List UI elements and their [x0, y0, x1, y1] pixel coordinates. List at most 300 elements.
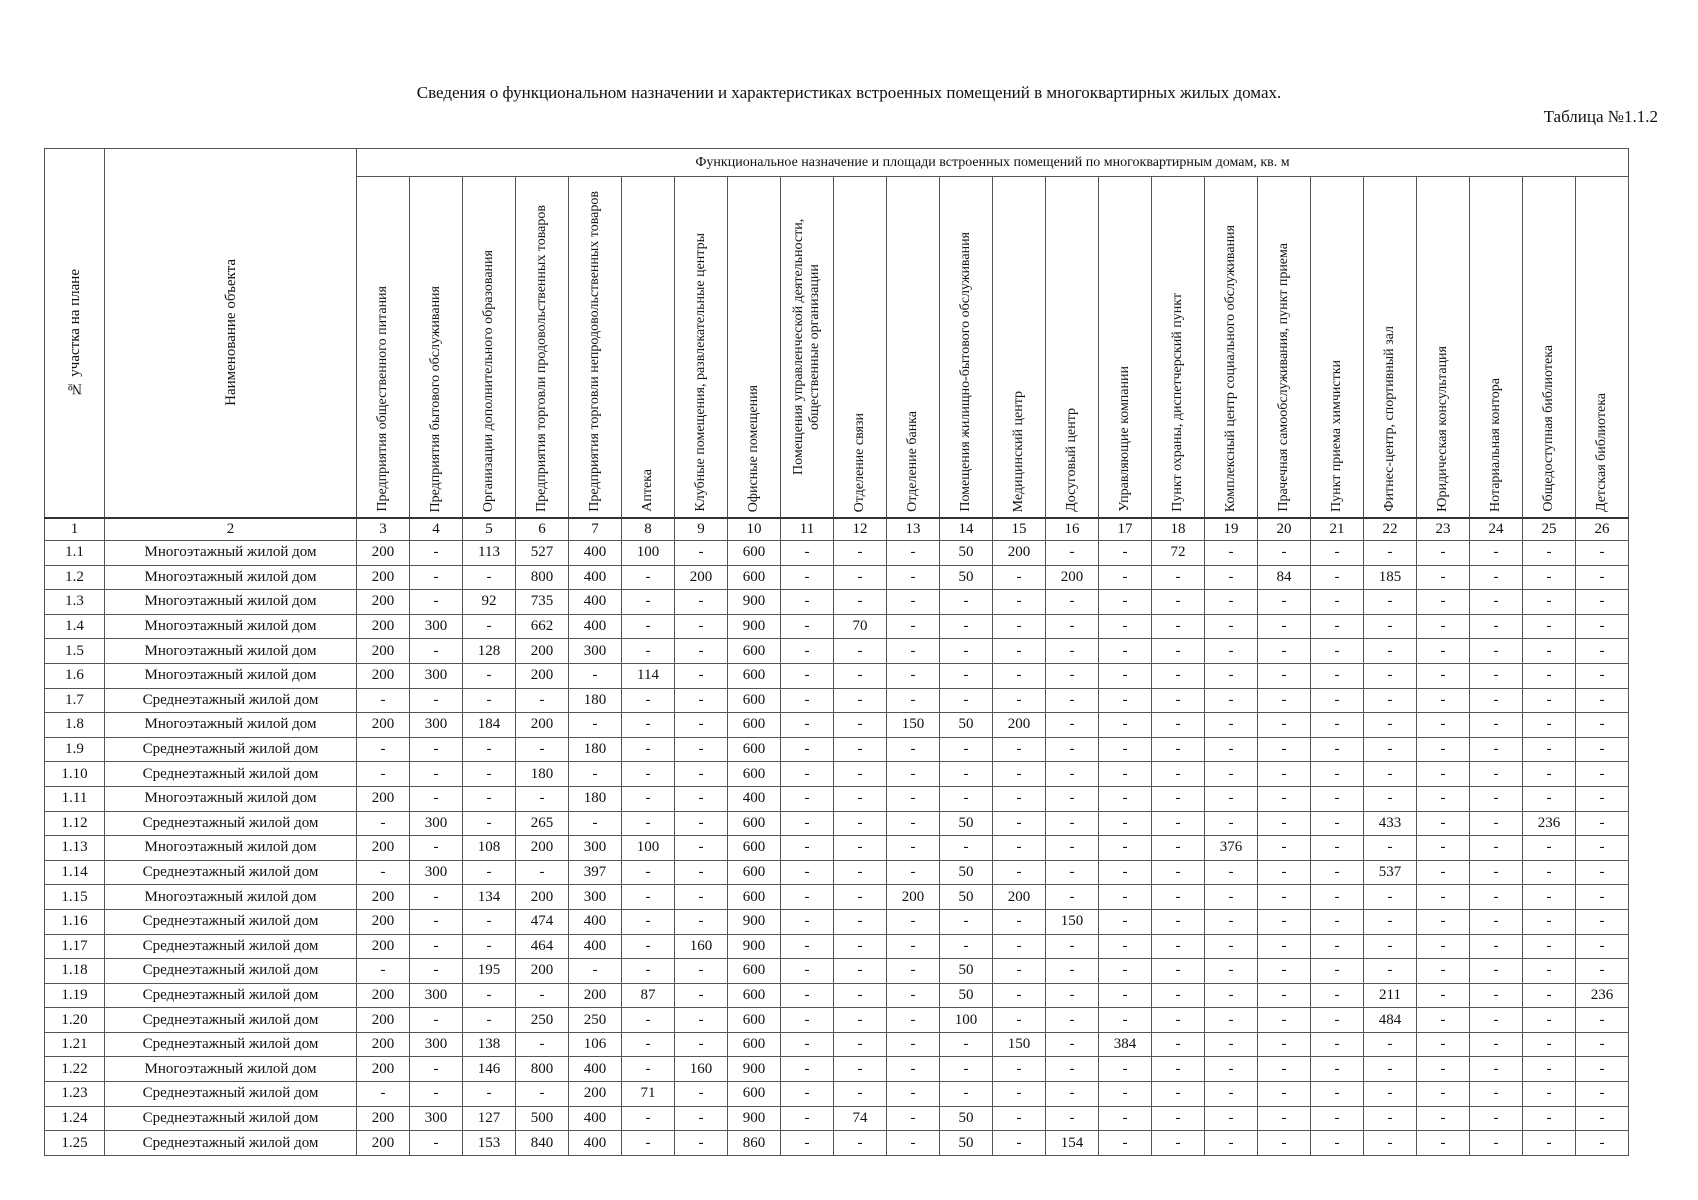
column-number: 1 — [45, 518, 105, 541]
area-value-cell: - — [781, 860, 834, 885]
area-value-cell: 150 — [1046, 909, 1099, 934]
area-value-cell: - — [1311, 614, 1364, 639]
area-value-cell: - — [1205, 909, 1258, 934]
area-value-cell: - — [781, 590, 834, 615]
area-value-cell: - — [516, 786, 569, 811]
area-value-cell: - — [1523, 565, 1576, 590]
area-value-cell: - — [1417, 737, 1470, 762]
area-value-cell: - — [781, 1032, 834, 1057]
area-value-cell: 474 — [516, 909, 569, 934]
table-row — [45, 1008, 1629, 1033]
area-value-cell: - — [1099, 541, 1152, 566]
area-value-cell: 114 — [622, 663, 675, 688]
area-value-cell: 236 — [1523, 811, 1576, 836]
object-name-cell: Многоэтажный жилой дом — [105, 639, 357, 664]
area-value-cell: - — [1152, 737, 1205, 762]
area-value-cell: 400 — [569, 565, 622, 590]
area-value-cell: - — [940, 1057, 993, 1082]
plot-number-cell: 1.25 — [45, 1131, 105, 1156]
area-value-cell: - — [1523, 909, 1576, 934]
area-value-cell: - — [622, 688, 675, 713]
area-value-cell: - — [1311, 909, 1364, 934]
column-number: 17 — [1099, 518, 1152, 541]
premises-table — [44, 148, 1629, 1156]
area-value-cell: - — [622, 762, 675, 787]
area-value-cell: - — [993, 737, 1046, 762]
area-value-cell: - — [463, 762, 516, 787]
area-value-cell: - — [410, 737, 463, 762]
area-value-cell: - — [410, 762, 463, 787]
area-value-cell: - — [1311, 786, 1364, 811]
area-value-cell: 900 — [728, 590, 781, 615]
header-column-10: Офисные помещения — [728, 177, 781, 519]
area-value-cell: 600 — [728, 1032, 781, 1057]
area-value-cell: - — [1099, 983, 1152, 1008]
table-row — [45, 1032, 1629, 1057]
area-value-cell: - — [1470, 1057, 1523, 1082]
area-value-cell: - — [1576, 541, 1629, 566]
area-value-cell: - — [1364, 786, 1417, 811]
area-value-cell: - — [1152, 1082, 1205, 1107]
area-value-cell: - — [410, 590, 463, 615]
area-value-cell: - — [993, 663, 1046, 688]
area-value-cell: 200 — [993, 713, 1046, 738]
area-value-cell: 72 — [1152, 541, 1205, 566]
header-column-7: Предприятия торговли непродовольственных товаров — [569, 177, 622, 519]
area-value-cell: - — [1470, 909, 1523, 934]
table-row — [45, 1057, 1629, 1082]
area-value-cell: 87 — [622, 983, 675, 1008]
area-value-cell: 860 — [728, 1131, 781, 1156]
area-value-cell: - — [1470, 713, 1523, 738]
area-value-cell: 200 — [357, 909, 410, 934]
area-value-cell: - — [993, 614, 1046, 639]
object-name-cell: Среднеэтажный жилой дом — [105, 934, 357, 959]
area-value-cell: 127 — [463, 1106, 516, 1131]
area-value-cell: - — [940, 639, 993, 664]
area-value-cell: - — [887, 786, 940, 811]
area-value-cell: - — [993, 590, 1046, 615]
area-value-cell: - — [1205, 737, 1258, 762]
table-row — [45, 934, 1629, 959]
column-number: 23 — [1417, 518, 1470, 541]
area-value-cell: 50 — [940, 541, 993, 566]
area-value-cell: - — [1523, 762, 1576, 787]
header-object-name: Наименование объекта — [105, 149, 357, 519]
column-number: 11 — [781, 518, 834, 541]
plot-number-cell: 1.8 — [45, 713, 105, 738]
area-value-cell: - — [1205, 639, 1258, 664]
area-value-cell: - — [781, 762, 834, 787]
area-value-cell: 600 — [728, 885, 781, 910]
area-value-cell: 250 — [569, 1008, 622, 1033]
area-value-cell: 92 — [463, 590, 516, 615]
plot-number-cell: 1.15 — [45, 885, 105, 910]
column-number: 6 — [516, 518, 569, 541]
area-value-cell: - — [1205, 1008, 1258, 1033]
table-row — [45, 663, 1629, 688]
object-name-cell: Многоэтажный жилой дом — [105, 836, 357, 861]
table-row — [45, 959, 1629, 984]
object-name-cell: Среднеэтажный жилой дом — [105, 1131, 357, 1156]
area-value-cell: - — [357, 860, 410, 885]
area-value-cell: 300 — [410, 614, 463, 639]
area-value-cell: - — [781, 1057, 834, 1082]
area-value-cell: - — [940, 614, 993, 639]
area-value-cell: - — [834, 836, 887, 861]
area-value-cell: - — [887, 614, 940, 639]
area-value-cell: - — [1258, 614, 1311, 639]
area-value-cell: - — [1470, 1008, 1523, 1033]
area-value-cell: 200 — [357, 541, 410, 566]
header-column-20: Прачечная самообслуживания, пункт приема — [1258, 177, 1311, 519]
header-column-9: Клубные помещения, развлекательные центры — [675, 177, 728, 519]
area-value-cell: - — [1311, 762, 1364, 787]
area-value-cell: - — [410, 1082, 463, 1107]
header-column-15: Медицинский центр — [993, 177, 1046, 519]
area-value-cell: - — [1523, 614, 1576, 639]
area-value-cell: - — [1152, 614, 1205, 639]
area-value-cell: - — [1311, 959, 1364, 984]
area-value-cell: - — [1205, 663, 1258, 688]
area-value-cell: - — [1099, 1106, 1152, 1131]
area-value-cell: - — [622, 860, 675, 885]
area-value-cell: 376 — [1205, 836, 1258, 861]
area-value-cell: - — [1046, 934, 1099, 959]
table-row — [45, 811, 1629, 836]
area-value-cell: - — [622, 565, 675, 590]
area-value-cell: 200 — [516, 959, 569, 984]
area-value-cell: - — [781, 614, 834, 639]
area-value-cell: - — [1311, 1008, 1364, 1033]
area-value-cell: 464 — [516, 934, 569, 959]
area-value-cell: - — [463, 983, 516, 1008]
plot-number-cell: 1.22 — [45, 1057, 105, 1082]
area-value-cell: - — [675, 541, 728, 566]
area-value-cell: - — [1152, 786, 1205, 811]
table-row — [45, 688, 1629, 713]
area-value-cell: - — [410, 1131, 463, 1156]
area-value-cell: - — [1576, 811, 1629, 836]
area-value-cell: 180 — [569, 688, 622, 713]
area-value-cell: - — [887, 909, 940, 934]
area-value-cell: - — [1576, 688, 1629, 713]
object-name-cell: Среднеэтажный жилой дом — [105, 762, 357, 787]
area-value-cell: - — [675, 737, 728, 762]
area-value-cell: - — [622, 1106, 675, 1131]
area-value-cell: - — [1152, 1032, 1205, 1057]
table-row — [45, 860, 1629, 885]
area-value-cell: - — [781, 541, 834, 566]
area-value-cell: - — [675, 1082, 728, 1107]
object-name-cell: Многоэтажный жилой дом — [105, 614, 357, 639]
area-value-cell: - — [1417, 1082, 1470, 1107]
area-value-cell: - — [1364, 762, 1417, 787]
column-number: 14 — [940, 518, 993, 541]
area-value-cell: - — [1046, 1082, 1099, 1107]
area-value-cell: 265 — [516, 811, 569, 836]
area-value-cell: - — [1205, 688, 1258, 713]
column-number: 5 — [463, 518, 516, 541]
area-value-cell: 200 — [993, 885, 1046, 910]
area-value-cell: - — [781, 811, 834, 836]
area-value-cell: 180 — [516, 762, 569, 787]
area-value-cell: 900 — [728, 934, 781, 959]
area-value-cell: - — [1523, 959, 1576, 984]
area-value-cell: - — [357, 959, 410, 984]
area-value-cell: 128 — [463, 639, 516, 664]
plot-number-cell: 1.14 — [45, 860, 105, 885]
object-name-cell: Многоэтажный жилой дом — [105, 1057, 357, 1082]
area-value-cell: - — [993, 811, 1046, 836]
area-value-cell: - — [1576, 1057, 1629, 1082]
area-value-cell: - — [569, 713, 622, 738]
area-value-cell: - — [940, 836, 993, 861]
area-value-cell: - — [1470, 1131, 1523, 1156]
area-value-cell: - — [1046, 885, 1099, 910]
plot-number-cell: 1.1 — [45, 541, 105, 566]
area-value-cell: 200 — [357, 1057, 410, 1082]
area-value-cell: 200 — [357, 934, 410, 959]
area-value-cell: - — [887, 1032, 940, 1057]
area-value-cell: - — [463, 1082, 516, 1107]
area-value-cell: 900 — [728, 1106, 781, 1131]
area-value-cell: - — [1470, 1032, 1523, 1057]
area-value-cell: - — [1470, 983, 1523, 1008]
area-value-cell: - — [1152, 663, 1205, 688]
area-value-cell: - — [675, 1008, 728, 1033]
area-value-cell: - — [1311, 1131, 1364, 1156]
area-value-cell: 200 — [516, 713, 569, 738]
area-value-cell: 900 — [728, 614, 781, 639]
area-value-cell: - — [1205, 860, 1258, 885]
area-value-cell: 600 — [728, 541, 781, 566]
area-value-cell: 400 — [569, 909, 622, 934]
header-column-5: Организации дополнительного образования — [463, 177, 516, 519]
area-value-cell: 400 — [569, 1057, 622, 1082]
area-value-cell: 600 — [728, 762, 781, 787]
table-row — [45, 1106, 1629, 1131]
area-value-cell: - — [1152, 1057, 1205, 1082]
area-value-cell: - — [463, 934, 516, 959]
area-value-cell: - — [1152, 590, 1205, 615]
column-number: 25 — [1523, 518, 1576, 541]
area-value-cell: - — [887, 1106, 940, 1131]
area-value-cell: 600 — [728, 565, 781, 590]
plot-number-cell: 1.19 — [45, 983, 105, 1008]
area-value-cell: 400 — [569, 614, 622, 639]
object-name-cell: Среднеэтажный жилой дом — [105, 1032, 357, 1057]
area-value-cell: - — [1205, 565, 1258, 590]
area-value-cell: - — [887, 639, 940, 664]
plot-number-cell: 1.21 — [45, 1032, 105, 1057]
area-value-cell: - — [834, 762, 887, 787]
area-value-cell: - — [834, 541, 887, 566]
area-value-cell: - — [675, 639, 728, 664]
area-value-cell: - — [781, 688, 834, 713]
area-value-cell: - — [993, 762, 1046, 787]
plot-number-cell: 1.18 — [45, 959, 105, 984]
area-value-cell: - — [1364, 1032, 1417, 1057]
area-value-cell: 300 — [569, 639, 622, 664]
area-value-cell: - — [463, 786, 516, 811]
area-value-cell: - — [993, 786, 1046, 811]
area-value-cell: - — [887, 983, 940, 1008]
column-number: 15 — [993, 518, 1046, 541]
area-value-cell: - — [1364, 885, 1417, 910]
area-value-cell: 600 — [728, 959, 781, 984]
plot-number-cell: 1.24 — [45, 1106, 105, 1131]
header-column-25: Общедоступная библиотека — [1523, 177, 1576, 519]
area-value-cell: - — [1258, 713, 1311, 738]
area-value-cell: 200 — [516, 639, 569, 664]
area-value-cell: - — [675, 983, 728, 1008]
area-value-cell: - — [1258, 762, 1311, 787]
object-name-cell: Среднеэтажный жилой дом — [105, 737, 357, 762]
area-value-cell: - — [463, 663, 516, 688]
area-value-cell: - — [1364, 713, 1417, 738]
area-value-cell: - — [1311, 1106, 1364, 1131]
area-value-cell: - — [1099, 836, 1152, 861]
area-value-cell: 200 — [516, 836, 569, 861]
area-value-cell: - — [410, 909, 463, 934]
area-value-cell: 200 — [569, 983, 622, 1008]
area-value-cell: - — [1523, 1082, 1576, 1107]
area-value-cell: - — [1099, 663, 1152, 688]
object-name-cell: Многоэтажный жилой дом — [105, 885, 357, 910]
area-value-cell: - — [410, 1008, 463, 1033]
area-value-cell: - — [1470, 786, 1523, 811]
header-column-8: Аптека — [622, 177, 675, 519]
area-value-cell: 600 — [728, 1008, 781, 1033]
area-value-cell: - — [1364, 1082, 1417, 1107]
table-row — [45, 713, 1629, 738]
header-plot-number: № участка на плане — [45, 149, 105, 519]
area-value-cell: - — [993, 909, 1046, 934]
area-value-cell: - — [1152, 860, 1205, 885]
area-value-cell: - — [622, 713, 675, 738]
area-value-cell: - — [516, 860, 569, 885]
area-value-cell: - — [1576, 1008, 1629, 1033]
area-value-cell: 180 — [569, 737, 622, 762]
area-value-cell: - — [834, 713, 887, 738]
area-value-cell: - — [834, 1057, 887, 1082]
area-value-cell: 200 — [675, 565, 728, 590]
area-value-cell: - — [993, 836, 1046, 861]
table-row — [45, 836, 1629, 861]
area-value-cell: - — [1046, 811, 1099, 836]
column-number: 21 — [1311, 518, 1364, 541]
area-value-cell: - — [622, 590, 675, 615]
area-value-cell: - — [781, 1008, 834, 1033]
header-column-23: Юридическая консультация — [1417, 177, 1470, 519]
area-value-cell: - — [1523, 663, 1576, 688]
area-value-cell: - — [1417, 959, 1470, 984]
column-number: 13 — [887, 518, 940, 541]
area-value-cell: - — [1364, 836, 1417, 861]
area-value-cell: - — [675, 1032, 728, 1057]
header-column-16: Досуговый центр — [1046, 177, 1099, 519]
area-value-cell: - — [1311, 713, 1364, 738]
area-value-cell: - — [1576, 663, 1629, 688]
area-value-cell: - — [622, 614, 675, 639]
area-value-cell: - — [1364, 590, 1417, 615]
object-name-cell: Среднеэтажный жилой дом — [105, 983, 357, 1008]
area-value-cell: - — [1099, 959, 1152, 984]
area-value-cell: - — [993, 565, 1046, 590]
area-value-cell: - — [1470, 934, 1523, 959]
header-column-4: Предприятия бытового обслуживания — [410, 177, 463, 519]
area-value-cell: - — [1470, 1082, 1523, 1107]
area-value-cell: - — [1046, 541, 1099, 566]
area-value-cell: - — [1417, 1106, 1470, 1131]
area-value-cell: - — [781, 786, 834, 811]
area-value-cell: - — [1152, 713, 1205, 738]
plot-number-cell: 1.7 — [45, 688, 105, 713]
area-value-cell: - — [887, 1082, 940, 1107]
area-value-cell: - — [940, 1032, 993, 1057]
area-value-cell: - — [887, 541, 940, 566]
area-value-cell: - — [675, 885, 728, 910]
column-number: 19 — [1205, 518, 1258, 541]
area-value-cell: - — [622, 786, 675, 811]
area-value-cell: 211 — [1364, 983, 1417, 1008]
plot-number-cell: 1.10 — [45, 762, 105, 787]
area-value-cell: 134 — [463, 885, 516, 910]
area-value-cell: - — [1417, 541, 1470, 566]
area-value-cell: - — [834, 565, 887, 590]
area-value-cell: - — [1099, 1057, 1152, 1082]
area-value-cell: - — [1311, 663, 1364, 688]
area-value-cell: - — [1152, 688, 1205, 713]
area-value-cell: 100 — [622, 541, 675, 566]
area-value-cell: - — [1576, 959, 1629, 984]
area-value-cell: - — [1523, 1057, 1576, 1082]
area-value-cell: - — [887, 688, 940, 713]
area-value-cell: - — [1364, 959, 1417, 984]
area-value-cell: - — [463, 860, 516, 885]
area-value-cell: - — [622, 639, 675, 664]
area-value-cell: - — [834, 983, 887, 1008]
area-value-cell: - — [1523, 786, 1576, 811]
area-value-cell: - — [834, 1008, 887, 1033]
area-value-cell: - — [1576, 614, 1629, 639]
plot-number-cell: 1.23 — [45, 1082, 105, 1107]
area-value-cell: - — [1099, 737, 1152, 762]
area-value-cell: - — [622, 934, 675, 959]
area-value-cell: - — [1523, 1106, 1576, 1131]
area-value-cell: - — [1205, 811, 1258, 836]
area-value-cell: - — [940, 688, 993, 713]
area-value-cell: - — [1523, 1008, 1576, 1033]
area-value-cell: - — [1417, 885, 1470, 910]
area-value-cell: - — [1258, 1131, 1311, 1156]
area-value-cell: - — [1311, 860, 1364, 885]
plot-number-cell: 1.3 — [45, 590, 105, 615]
area-value-cell: - — [1470, 737, 1523, 762]
object-name-cell: Многоэтажный жилой дом — [105, 541, 357, 566]
area-value-cell: 600 — [728, 860, 781, 885]
area-value-cell: - — [1099, 934, 1152, 959]
area-value-cell: - — [1311, 836, 1364, 861]
area-value-cell: 50 — [940, 1131, 993, 1156]
table-row — [45, 737, 1629, 762]
area-value-cell: - — [834, 959, 887, 984]
area-value-cell: 900 — [728, 1057, 781, 1082]
area-value-cell: - — [781, 983, 834, 1008]
area-value-cell: - — [1205, 541, 1258, 566]
area-value-cell: - — [357, 737, 410, 762]
